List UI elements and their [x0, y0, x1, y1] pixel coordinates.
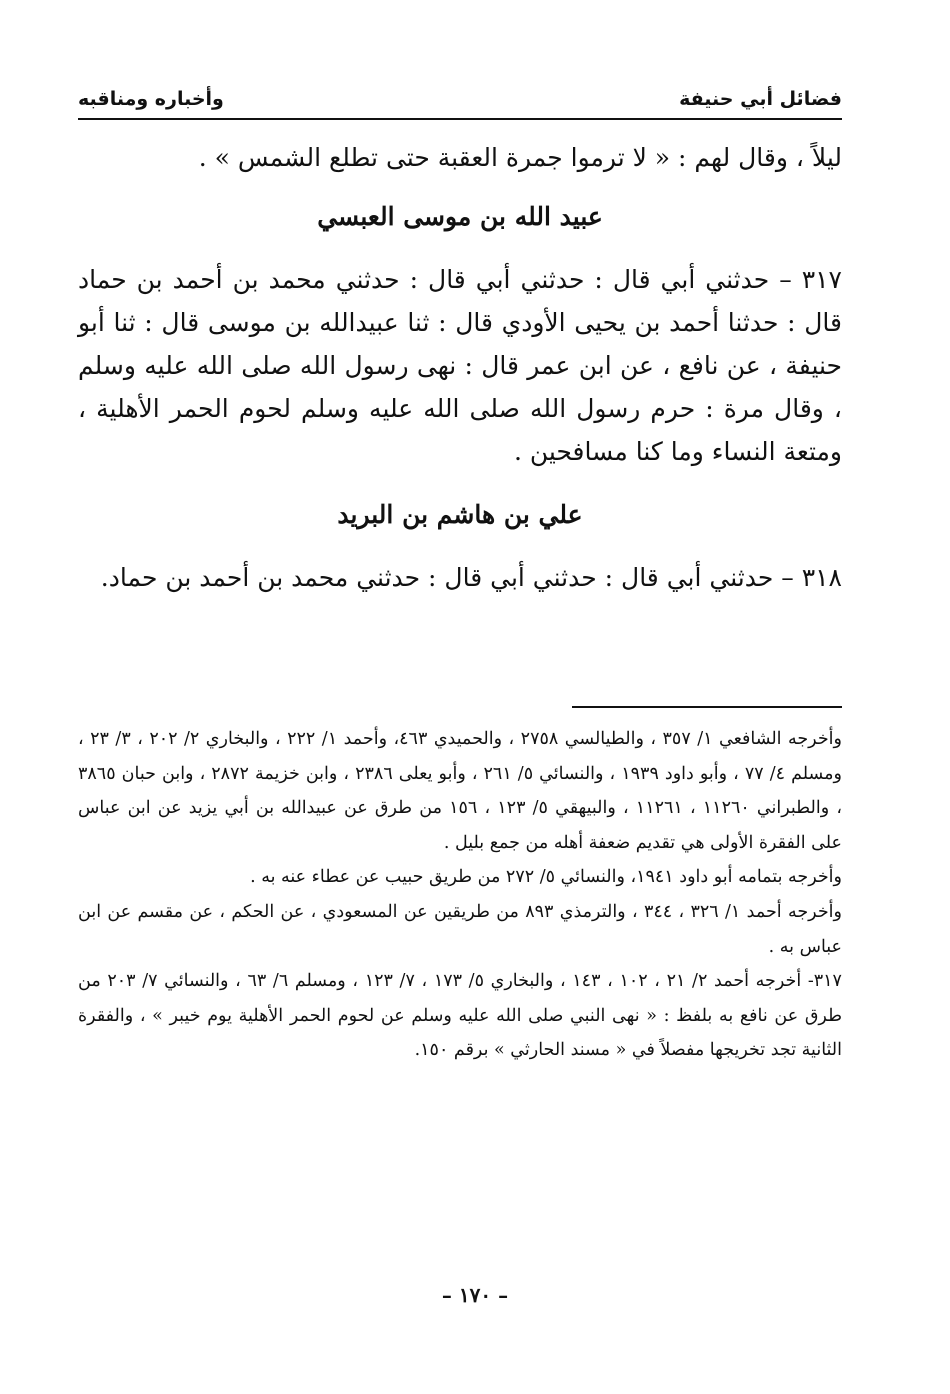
footnotes	[78, 722, 842, 1068]
header-rule	[78, 118, 842, 120]
section-heading-ali: علي بن هاشم بن البريد	[337, 500, 583, 529]
hadith-318: ٣١٨ – حدثني أبي قال : حدثني أبي قال : حدثني محمد بن أحمد بن حماد.	[100, 563, 842, 592]
intro-line: ليلاً ، وقال لهم : « لا ترموا جمرة العقبة حتى تطلع الشمس » .	[198, 143, 842, 172]
footnote-c: وأخرجه أحمد ١/ ٣٢٦ ، ٣٤٤ ، والترمذي ٨٩٣ من طريقين عن المسعودي ، عن الحكم ، عن مقسم عن ابن عباس به .	[78, 901, 842, 957]
footnote-317: ٣١٧- أخرجه أحمد ٢/ ٢١ ، ١٠٢ ، ١٤٣ ، والبخاري ٥/ ١٧٣ ، ٧/ ١٢٣ ، ومسلم ٦/ ٦٣ ، والنسائي ٧/ ٢٠٣ من طرق عن نافع به بلفظ : « نهى النبي صلى الله عليه وسلم عن لحوم الحمر الأهلية يوم خيبر » ، والفقرة الثانية تجد تخريجها مفصلاً في « مسند الحارثي » برقم ١٥٠.	[78, 971, 842, 1061]
footnote-a: وأخرجه الشافعي ١/ ٣٥٧ ، والطيالسي ٢٧٥٨ ، والحميدي ٤٦٣، وأحمد ١/ ٢٢٢ ، والبخاري ٢/ ٢٠٢ ، ٣/ ٢٣ ، ومسلم ٤/ ٧٧ ، وأبو داود ١٩٣٩ ، والنسائي ٥/ ٢٦١ ، وأبو يعلى ٢٣٨٦ ، وابن خزيمة ٢٨٧٢ ، وابن حبان ٣٨٦٥ ، والطبراني ١١٢٦٠ ، ١١٢٦١ ، والبيهقي ٥/ ١٢٣ ، ١٥٦ من طرق عن عبيدالله بن أبي يزيد عن ابن عباس على الفقرة الأولى هي تقديم ضعفة أهله من جمع بليل .	[78, 729, 842, 853]
section-heading-ubaydallah: عبيد الله بن موسى العبسي	[317, 202, 603, 231]
running-header	[78, 76, 842, 110]
page-number: – ١٧٠ –	[441, 1283, 509, 1307]
footnote-b: وأخرجه بتمامه أبو داود ١٩٤١، والنسائي ٥/ ٢٧٢ من طريق حبيب عن عطاء عنه به .	[250, 867, 842, 888]
header-section-title: وأخباره ومناقبه	[78, 88, 224, 110]
hadith-317: ٣١٧ – حدثني أبي قال : حدثني أبي قال : حدثني محمد بن أحمد بن حماد قال : حدثنا أحمد بن يحيى الأودي قال : ثنا عبيدالله بن موسى قال : ثنا أبو حنيفة ، عن نافع ، عن ابن عمر قال : نهى رسول الله صلى الله عليه وسلم ، وقال مرة : حرم رسول الله صلى الله عليه وسلم لحوم الحمر الأهلية ، ومتعة النساء وما كنا مسافحين .	[78, 265, 842, 466]
footnote-rule	[572, 706, 842, 708]
header-book-title: فضائل أبي حنيفة	[679, 88, 842, 110]
main-text	[78, 136, 842, 599]
